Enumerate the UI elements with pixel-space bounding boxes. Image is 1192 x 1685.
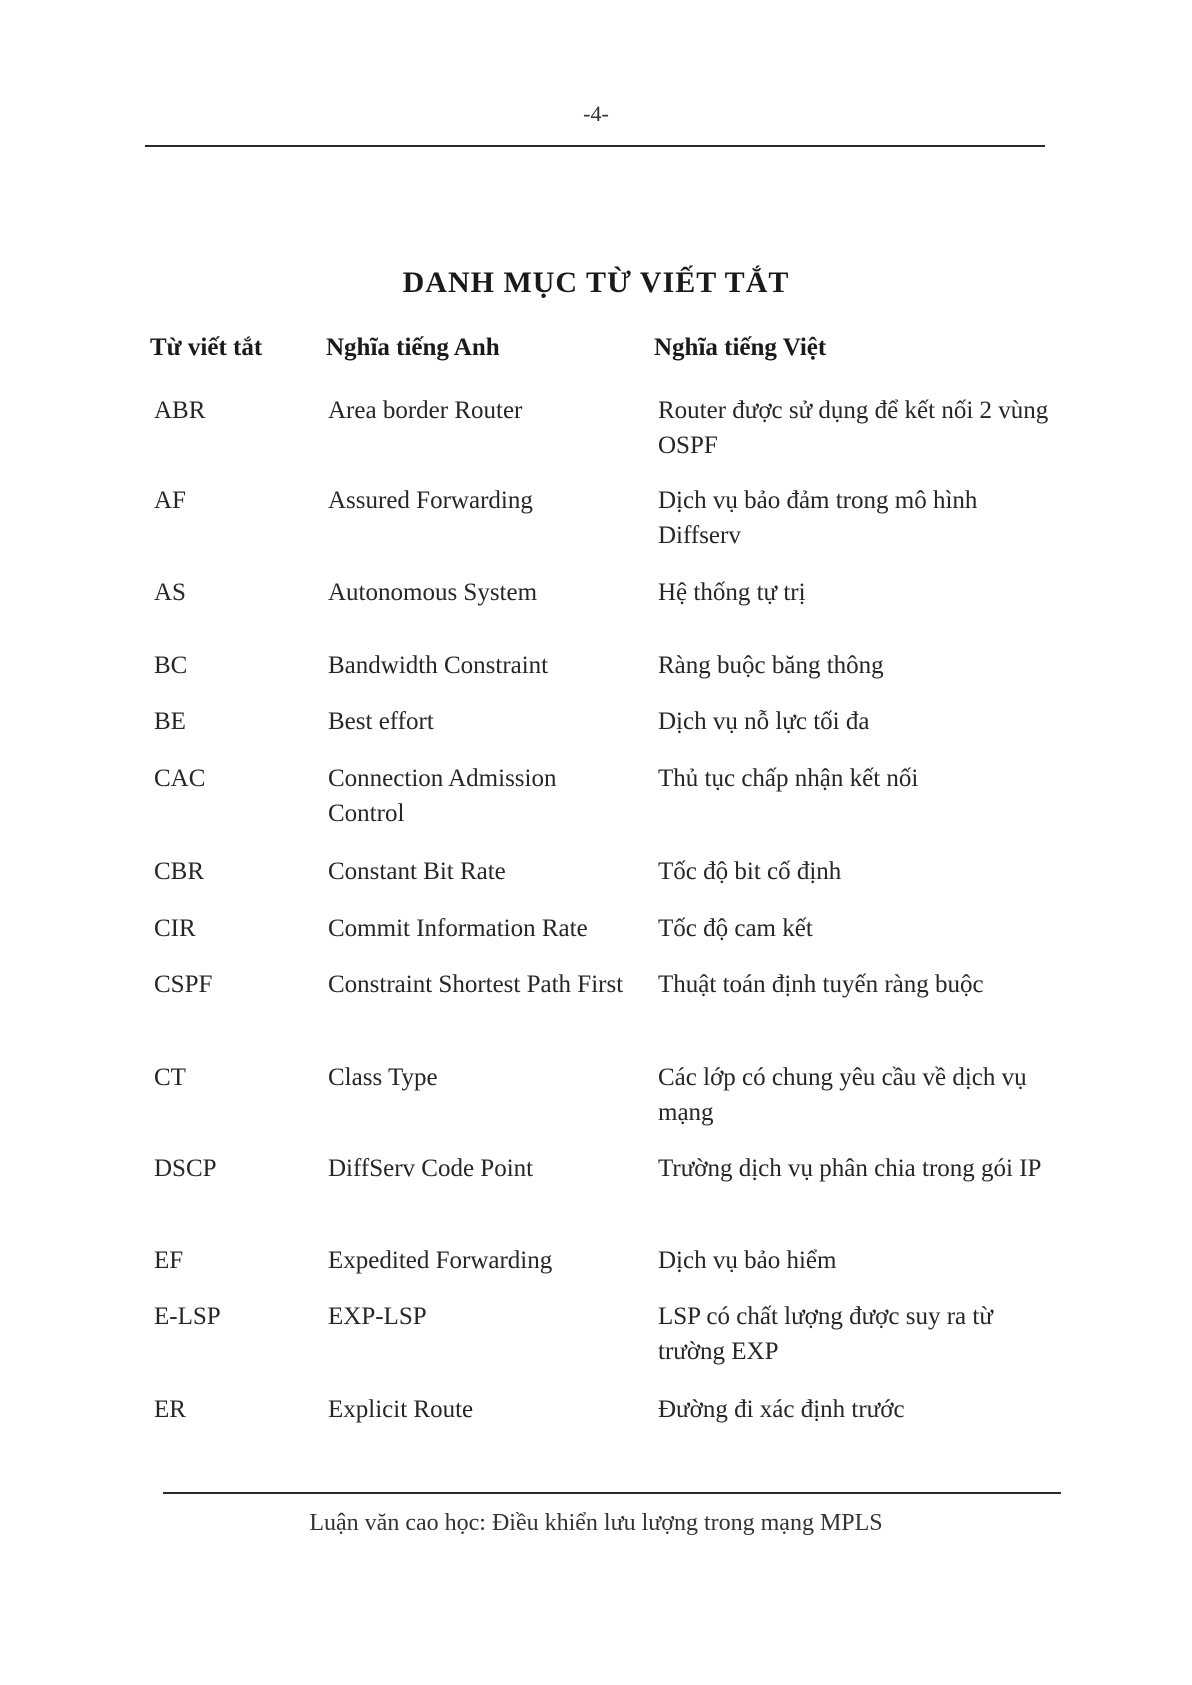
english-meaning-cell: Constant Bit Rate <box>328 858 506 885</box>
column-header-vietnamese: Nghĩa tiếng Việt <box>654 334 827 361</box>
english-meaning-cell: Commit Information Rate <box>328 915 588 942</box>
english-meaning-cell: Constraint Shortest Path First <box>328 971 624 998</box>
column-header-english: Nghĩa tiếng Anh <box>326 334 500 361</box>
page-title: DANH MỤC TỪ VIẾT TẮT <box>402 266 790 299</box>
vietnamese-meaning-cell: Trường dịch vụ phân chia trong gói IP <box>658 1155 1042 1182</box>
abbreviation-cell: CT <box>154 1064 186 1091</box>
header-rule <box>145 145 1045 147</box>
page-footer: Luận văn cao học: Điều khiển lưu lượng trong mạng MPLS <box>309 1510 883 1536</box>
vietnamese-meaning-cell: Tốc độ cam kết <box>658 915 813 942</box>
english-meaning-cell: Best effort <box>328 708 434 735</box>
vietnamese-meaning-cell: LSP có chất lượng được suy ra từ trường EXP <box>658 1303 993 1365</box>
vietnamese-meaning-cell: Dịch vụ bảo hiểm <box>658 1247 837 1274</box>
vietnamese-meaning-cell: Thuật toán định tuyến ràng buộc <box>658 971 984 998</box>
english-meaning-cell: Autonomous System <box>328 579 538 606</box>
column-header-abbreviation: Từ viết tắt <box>150 334 263 361</box>
abbreviation-cell: EF <box>154 1247 184 1274</box>
vietnamese-meaning-cell: Router được sử dụng để kết nối 2 vùng OSPF <box>658 397 1049 459</box>
english-meaning-cell: Class Type <box>328 1064 438 1091</box>
english-meaning-cell: DiffServ Code Point <box>328 1155 534 1182</box>
abbreviation-cell: CIR <box>154 915 196 942</box>
abbreviation-cell: CAC <box>154 765 206 792</box>
vietnamese-meaning-cell: Các lớp có chung yêu cầu về dịch vụ mạng <box>658 1064 1027 1126</box>
abbreviation-cell: CSPF <box>154 971 213 998</box>
vietnamese-meaning-cell: Ràng buộc băng thông <box>658 652 884 679</box>
abbreviation-cell: ABR <box>154 397 206 424</box>
vietnamese-meaning-cell: Dịch vụ bảo đảm trong mô hình Diffserv <box>658 487 978 549</box>
abbreviation-cell: BC <box>154 652 188 679</box>
english-meaning-cell: Area border Router <box>328 397 523 424</box>
vietnamese-meaning-cell: Hệ thống tự trị <box>658 579 806 606</box>
vietnamese-meaning-cell: Thủ tục chấp nhận kết nối <box>658 765 919 792</box>
page-number: -4- <box>583 101 609 126</box>
abbreviation-cell: E-LSP <box>154 1303 221 1330</box>
english-meaning-cell: Assured Forwarding <box>328 487 533 514</box>
abbreviation-cell: AS <box>154 579 186 606</box>
vietnamese-meaning-cell: Đường đi xác định trước <box>658 1396 905 1423</box>
abbreviation-cell: DSCP <box>154 1155 217 1182</box>
abbreviation-cell: AF <box>154 487 186 514</box>
vietnamese-meaning-cell: Dịch vụ nỗ lực tối đa <box>658 708 870 735</box>
abbreviation-cell: BE <box>154 708 186 735</box>
abbreviation-cell: CBR <box>154 858 205 885</box>
english-meaning-cell: EXP-LSP <box>328 1303 427 1330</box>
english-meaning-cell: Expedited Forwarding <box>328 1247 553 1274</box>
english-meaning-cell: Explicit Route <box>328 1396 474 1423</box>
english-meaning-cell: Connection Admission Control <box>328 765 557 827</box>
footer-rule <box>163 1492 1061 1494</box>
vietnamese-meaning-cell: Tốc độ bit cố định <box>658 858 842 885</box>
english-meaning-cell: Bandwidth Constraint <box>328 652 549 679</box>
abbreviation-cell: ER <box>154 1396 186 1423</box>
